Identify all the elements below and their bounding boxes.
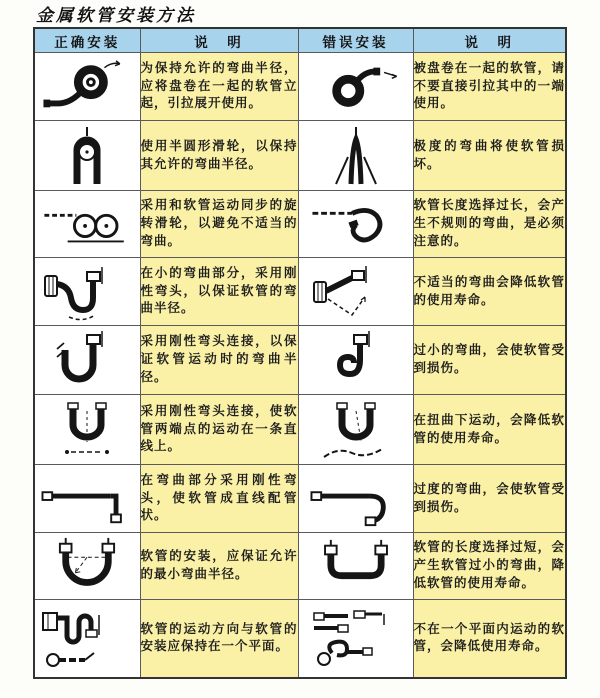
correct-description: 为保持允许的弯曲半径，应将盘卷在一起的软管立起，引拉展开使用。	[140, 53, 298, 121]
correct-illustration-cell	[34, 53, 140, 121]
rigid-elbow-connection-icon	[39, 329, 135, 391]
coiled-hose-end-pulled-icon	[306, 57, 406, 117]
correct-illustration-cell	[34, 121, 140, 191]
table-row	[34, 395, 566, 465]
correct-description: 采用刚性弯头连接，使软管两端点的运动在一条直线上。	[140, 395, 298, 465]
correct-illustration-cell	[34, 465, 140, 533]
table-row	[34, 326, 566, 395]
page-title: 金属软管安装方法	[36, 6, 196, 26]
table-row	[34, 191, 566, 258]
wrong-description: 在扭曲下运动，会降低软管的使用寿命。	[413, 395, 566, 465]
header-correct-note: 说 明	[140, 28, 298, 53]
wrong-description: 被盘卷在一起的软管，请不要直接引拉其中的一端使用。	[413, 53, 566, 121]
wrong-illustration-cell	[298, 600, 413, 678]
wrong-illustration-cell	[298, 395, 413, 465]
correct-illustration-cell	[34, 395, 140, 465]
straight-run-rigid-elbow-icon	[39, 469, 135, 529]
table-row	[34, 53, 566, 121]
table-row	[34, 600, 566, 678]
correct-illustration-cell	[34, 533, 140, 600]
correct-description: 在小的弯曲部分，采用刚性弯头，以保证软管的弯曲半径。	[140, 258, 298, 326]
wrong-illustration-cell	[298, 533, 413, 600]
correct-description: 使用半圆形滑轮，以保持其允许的弯曲半径。	[140, 121, 298, 191]
minimum-bend-radius-u-icon	[39, 536, 135, 596]
table-row	[34, 258, 566, 326]
wrong-description: 过度的弯曲，会使软管受到损伤。	[413, 465, 566, 533]
correct-description: 采用刚性弯头连接，以保证软管运动时的弯曲半径。	[140, 326, 298, 395]
wrong-illustration-cell	[298, 53, 413, 121]
correct-illustration-cell	[34, 258, 140, 326]
hose-too-long-loop-icon	[306, 194, 406, 254]
header-correct-install: 正确安装	[34, 28, 140, 53]
improper-sharp-angle-icon	[306, 261, 406, 323]
wrong-illustration-cell	[298, 258, 413, 326]
overbent-corner-icon	[306, 469, 406, 529]
header-wrong-note: 说 明	[413, 28, 566, 53]
header-row	[34, 28, 566, 53]
correct-illustration-cell	[34, 326, 140, 395]
header-wrong-install: 错误安装	[298, 28, 413, 53]
wrong-illustration-cell	[298, 191, 413, 258]
wrong-description: 过小的弯曲，会使软管受到损伤。	[413, 326, 566, 395]
wrong-description: 不适当的弯曲会降低软管的使用寿命。	[413, 258, 566, 326]
hose-too-short-staple-icon	[306, 536, 406, 596]
motion-in-same-plane-trap-icon	[39, 605, 135, 671]
correct-description: 在弯曲部分采用刚性弯头，使软管成直线配管状。	[140, 465, 298, 533]
correct-illustration-cell	[34, 191, 140, 258]
coiled-hose-upright-icon	[39, 57, 135, 117]
correct-description: 软管的安装，应保证允许的最小弯曲半径。	[140, 533, 298, 600]
table-row	[34, 465, 566, 533]
extreme-sharp-bend-icon	[306, 125, 406, 187]
too-small-bend-curl-icon	[306, 329, 406, 391]
wrong-illustration-cell	[298, 326, 413, 395]
correct-description: 采用和软管运动同步的旋转滑轮，以避免不适当的弯曲。	[140, 191, 298, 258]
table-row	[34, 121, 566, 191]
rigid-elbow-small-bend-icon	[39, 261, 135, 323]
u-hose-twisted-motion-icon	[306, 399, 406, 461]
correct-description: 软管的运动方向与软管的安装应保持在一个平面。	[140, 600, 298, 678]
hose-on-semicircular-pulley-icon	[39, 125, 135, 187]
installation-table	[33, 27, 567, 679]
table-row	[34, 533, 566, 600]
wrong-description: 极度的弯曲将使软管损坏。	[413, 121, 566, 191]
u-hose-inline-motion-icon	[39, 399, 135, 461]
correct-illustration-cell	[34, 600, 140, 678]
wrong-description: 软管的长度选择过短，会产生软管过小的弯曲，降低软管的使用寿命。	[413, 533, 566, 600]
wrong-description: 不在一个平面内运动的软管，会降低使用寿命。	[413, 600, 566, 678]
motion-out-of-plane-icon	[306, 605, 406, 671]
wrong-illustration-cell	[298, 465, 413, 533]
wrong-illustration-cell	[298, 121, 413, 191]
wrong-description: 软管长度选择过长，会产生不规则的弯曲，是必须注意的。	[413, 191, 566, 258]
synchronized-rotating-pulleys-icon	[39, 194, 135, 254]
